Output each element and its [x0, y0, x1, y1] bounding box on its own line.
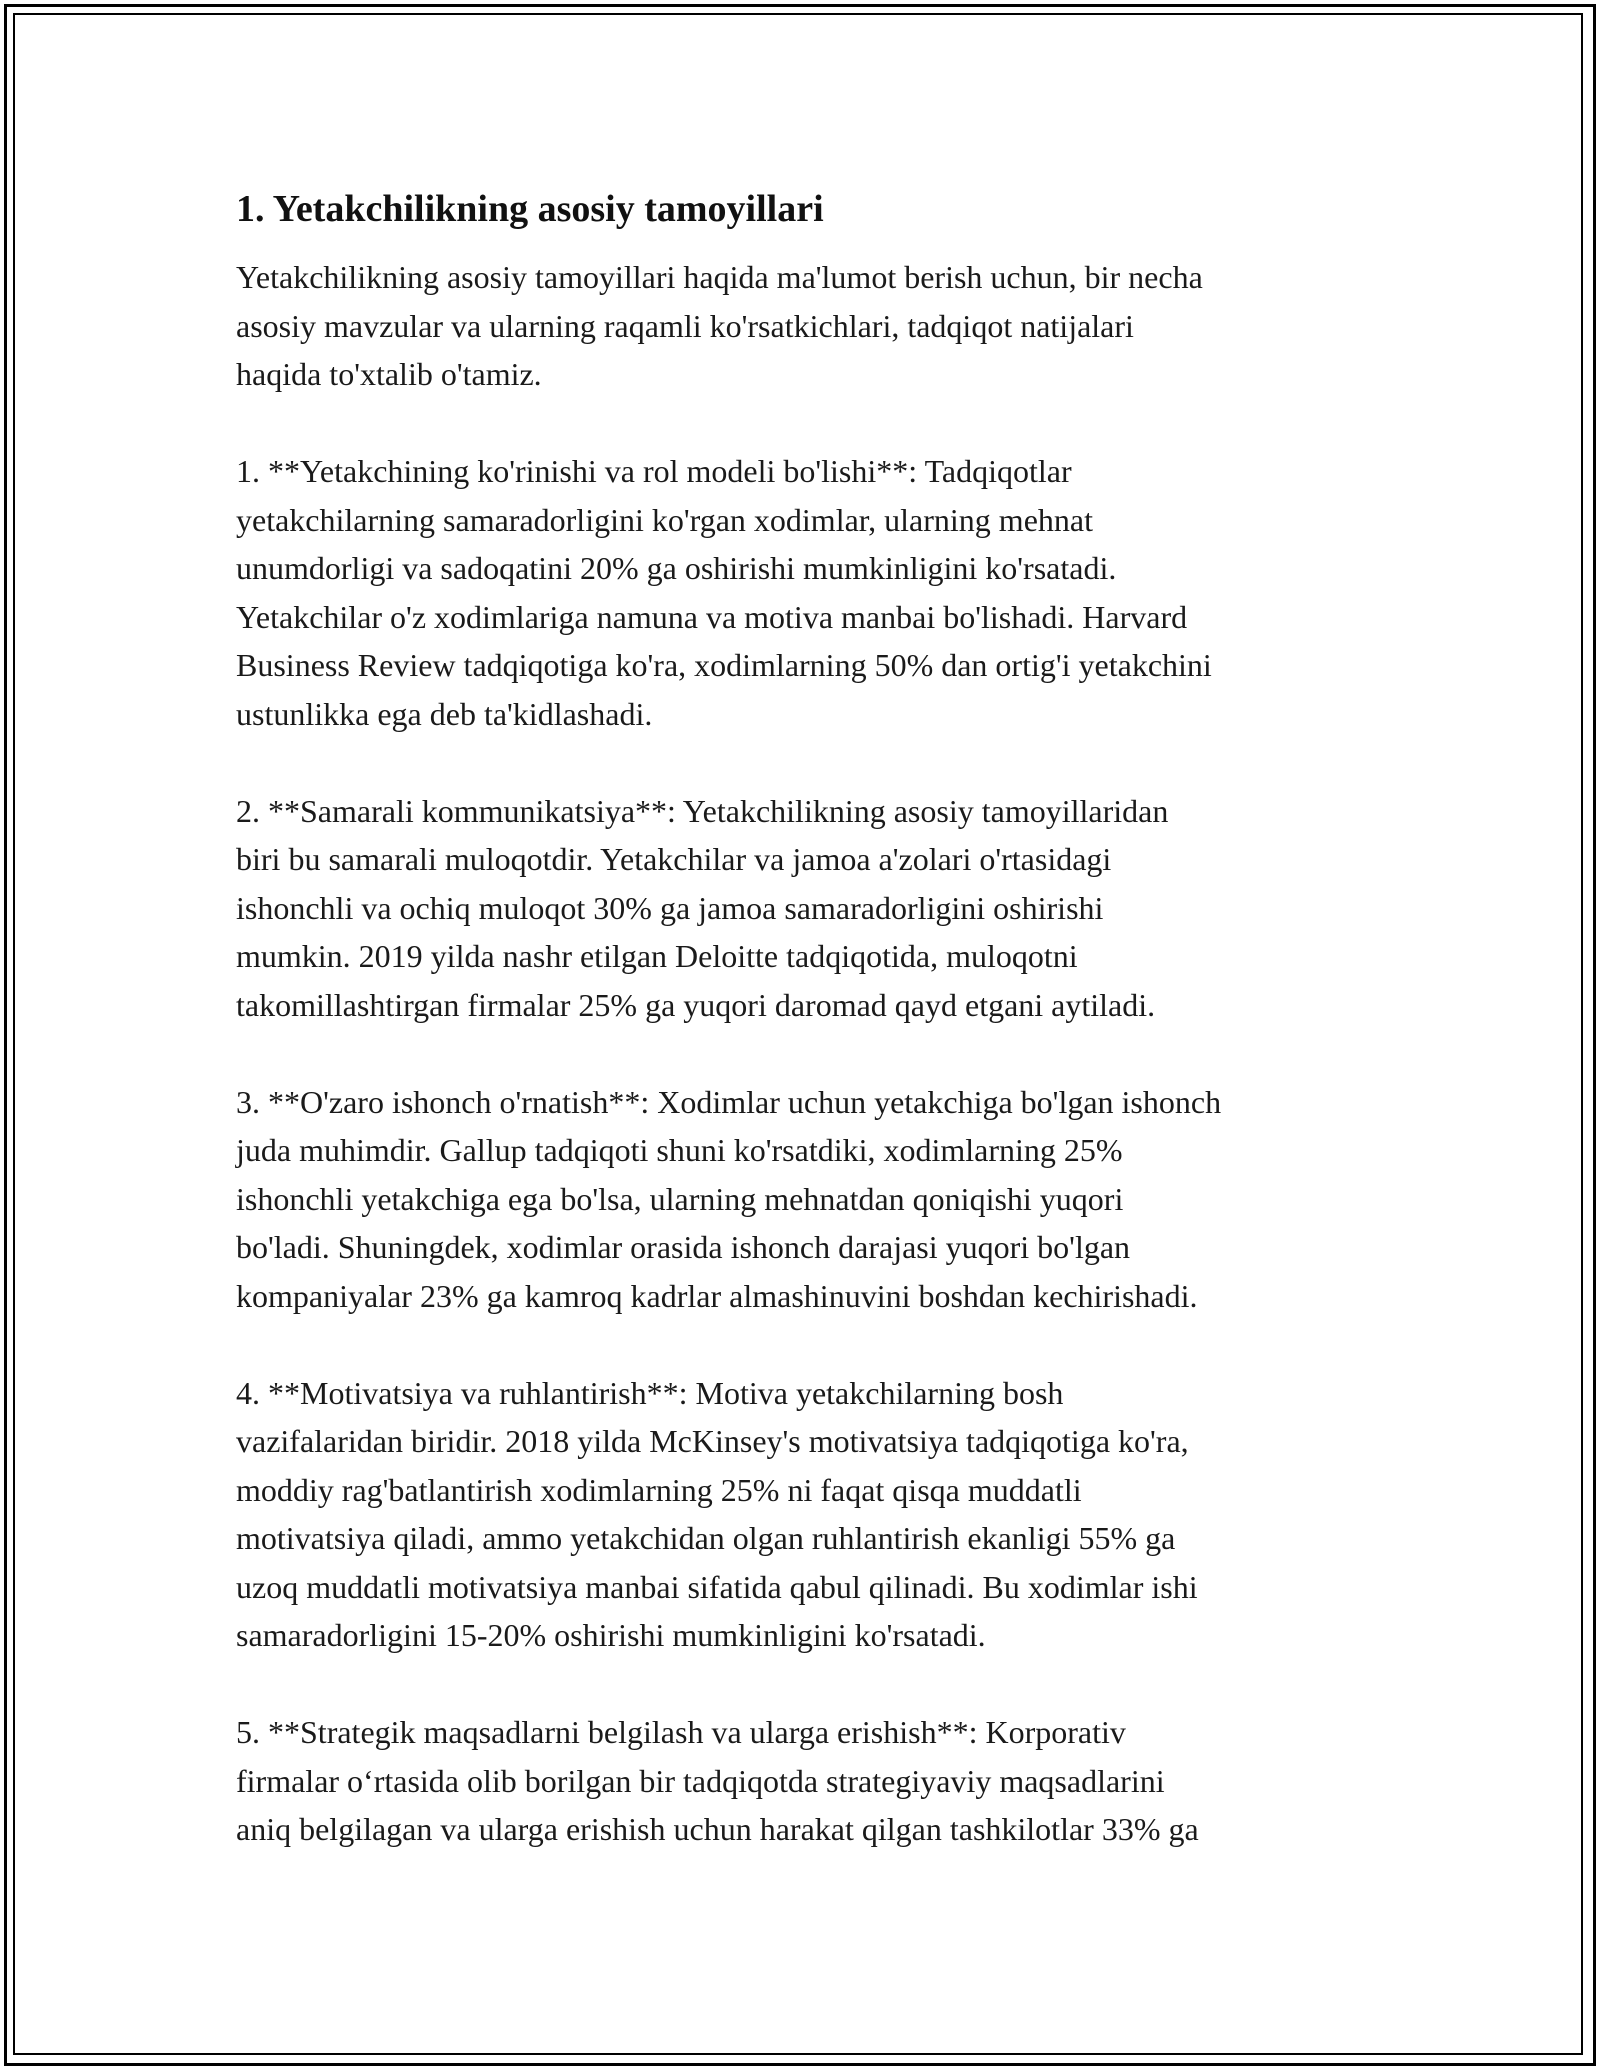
paragraph-line: 5. **Strategik maqsadlarni belgilash va ularga erishish**: Korporativ: [236, 1714, 1126, 1750]
document-body: [236, 185, 1386, 1902]
section-heading: 1. Yetakchilikning asosiy tamoyillari: [236, 188, 824, 230]
paragraph-line: Yetakchilikning asosiy tamoyillari haqida ma'lumot berish uchun, bir necha: [236, 259, 1203, 295]
paragraph-point-3: [236, 1078, 1386, 1321]
paragraph-line: haqida to'xtalib o'tamiz.: [236, 356, 542, 392]
paragraph-line: samaradorligini 15-20% oshirishi mumkinligini ko'rsatadi.: [236, 1617, 986, 1653]
paragraph-line: firmalar o‘rtasida olib borilgan bir tadqiqotda strategiyaviy maqsadlarini: [236, 1762, 1165, 1799]
paragraph-line: unumdorligi va sadoqatini 20% ga oshirishi mumkinligini ko'rsatadi.: [236, 550, 1117, 586]
paragraph-line: motivatsiya qiladi, ammo yetakchidan olgan ruhlantirish ekanligi 55% ga: [236, 1520, 1176, 1556]
paragraph-line: 2. **Samarali kommunikatsiya**: Yetakchilikning asosiy tamoyillaridan: [236, 792, 1169, 829]
paragraph-line: uzoq muddatli motivatsiya manbai sifatida qabul qilinadi. Bu xodimlar ishi: [236, 1568, 1198, 1605]
paragraph-line: ishonchli va ochiq muloqot 30% ga jamoa samaradorligini oshirishi: [236, 889, 1104, 926]
paragraph-line: yetakchilarning samaradorligini ko'rgan xodimlar, ularning mehnat: [236, 501, 1093, 538]
paragraph-point-1: [236, 447, 1386, 738]
paragraph-point-2: [236, 787, 1386, 1030]
paragraph-line: bo'ladi. Shuningdek, xodimlar orasida ishonch darajasi yuqori bo'lgan: [236, 1229, 1131, 1265]
paragraph-intro: [236, 253, 1386, 399]
paragraph-line: biri bu samarali muloqotdir. Yetakchilar va jamoa a'zolari o'rtasidagi: [236, 841, 1112, 877]
paragraph-line: ustunlikka ega deb ta'kidlashadi.: [236, 695, 653, 732]
paragraph-line: Yetakchilar o'z xodimlariga namuna va motiva manbai bo'lishadi. Harvard: [236, 598, 1188, 635]
paragraph-line: moddiy rag'batlantirish xodimlarning 25% ni faqat qisqa muddatli: [236, 1471, 1082, 1508]
paragraph-point-5: [236, 1708, 1386, 1854]
paragraph-line: 3. **O'zaro ishonch o'rnatish**: Xodimlar uchun yetakchiga bo'lgan ishonch: [236, 1083, 1222, 1120]
paragraph-line: kompaniyalar 23% ga kamroq kadrlar almashinuvini boshdan kechirishadi.: [236, 1277, 1198, 1314]
paragraph-line: mumkin. 2019 yilda nashr etilgan Deloitte tadqiqotida, muloqotni: [236, 938, 1078, 974]
paragraph-line: takomillashtirgan firmalar 25% ga yuqori daromad qayd etgani aytiladi.: [236, 986, 1156, 1023]
paragraph-line: vazifalaridan biridir. 2018 yilda McKinsey's motivatsiya tadqiqotiga ko'ra,: [236, 1423, 1189, 1459]
paragraph-line: aniq belgilagan va ularga erishish uchun harakat qilgan tashkilotlar 33% ga: [236, 1811, 1199, 1847]
paragraph-line: juda muhimdir. Gallup tadqiqoti shuni ko'rsatdiki, xodimlarning 25%: [236, 1132, 1123, 1168]
paragraph-line: ishonchli yetakchiga ega bo'lsa, ularning mehnatdan qoniqishi yuqori: [236, 1180, 1124, 1217]
paragraph-line: 1. **Yetakchining ko'rinishi va rol modeli bo'lishi**: Tadqiqotlar: [236, 453, 1072, 489]
paragraph-line: 4. **Motivatsiya va ruhlantirish**: Motiva yetakchilarning bosh: [236, 1374, 1064, 1411]
paragraph-line: Business Review tadqiqotiga ko'ra, xodimlarning 50% dan ortig'i yetakchini: [236, 647, 1212, 683]
paragraph-point-4: [236, 1369, 1386, 1660]
paragraph-line: asosiy mavzular va ularning raqamli ko'rsatkichlari, tadqiqot natijalari: [236, 307, 1134, 344]
